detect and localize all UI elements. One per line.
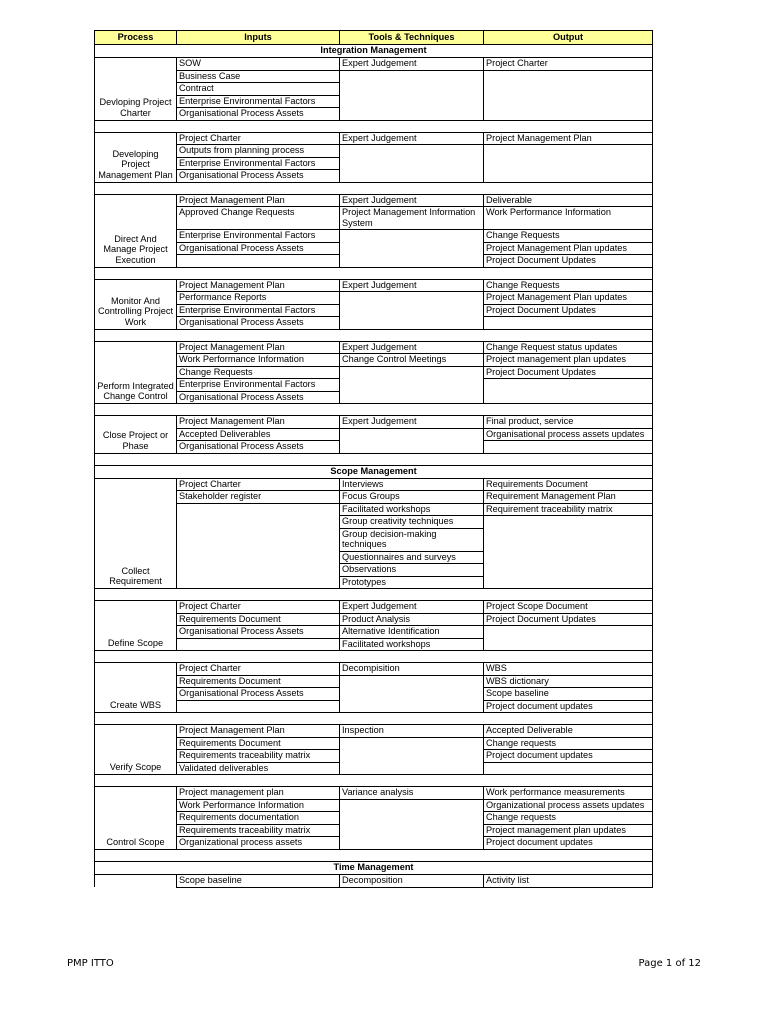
output-cell xyxy=(484,317,653,330)
output-cell xyxy=(484,762,653,775)
table-row xyxy=(95,700,653,713)
table-row xyxy=(95,95,653,108)
input-cell: Requirements Document xyxy=(177,675,340,688)
output-cell xyxy=(484,564,653,577)
table-row xyxy=(95,478,653,491)
input-cell: Enterprise Environmental Factors xyxy=(177,95,340,108)
spacer-cell xyxy=(484,120,653,132)
spacer-cell xyxy=(484,849,653,861)
header-process: Process xyxy=(95,31,177,45)
table-row xyxy=(95,613,653,626)
input-cell: Requirements documentation xyxy=(177,812,340,825)
spacer-cell xyxy=(95,713,177,725)
tool-cell xyxy=(340,317,484,330)
header-inputs: Inputs xyxy=(177,31,340,45)
input-cell: Project Charter xyxy=(177,478,340,491)
process-name-cell xyxy=(95,874,177,887)
tool-cell: Prototypes xyxy=(340,576,484,589)
footer-title: PMP ITTO xyxy=(67,958,114,969)
input-cell: Performance Reports xyxy=(177,292,340,305)
input-cell: Organisational Process Assets xyxy=(177,170,340,183)
tool-cell xyxy=(340,304,484,317)
output-cell xyxy=(484,95,653,108)
input-cell: Organisational Process Assets xyxy=(177,688,340,701)
header-tools-techniques: Tools & Techniques xyxy=(340,31,484,45)
tool-cell: Expert Judgement xyxy=(340,416,484,429)
output-cell xyxy=(484,441,653,454)
output-cell: Project Document Updates xyxy=(484,366,653,379)
input-cell: Scope baseline xyxy=(177,874,340,887)
input-cell: Requirements traceability matrix xyxy=(177,824,340,837)
input-cell: Accepted Deliverables xyxy=(177,428,340,441)
table-row xyxy=(95,242,653,255)
spacer-cell xyxy=(177,182,340,194)
input-cell: Outputs from planning process xyxy=(177,145,340,158)
tool-cell: Group decision-making techniques xyxy=(340,528,484,551)
spacer-cell xyxy=(177,120,340,132)
spacer-cell xyxy=(340,713,484,725)
table-row xyxy=(95,379,653,392)
tool-cell: Inspection xyxy=(340,725,484,738)
tool-cell: Alternative Identification xyxy=(340,626,484,639)
input-cell: Business Case xyxy=(177,70,340,83)
input-cell: Requirements Document xyxy=(177,737,340,750)
spacer-row xyxy=(95,120,653,132)
input-cell: Organisational Process Assets xyxy=(177,108,340,121)
output-cell: Deliverable xyxy=(484,194,653,207)
spacer-cell xyxy=(484,182,653,194)
tool-cell xyxy=(340,700,484,713)
table-row xyxy=(95,108,653,121)
spacer-cell xyxy=(95,589,177,601)
input-cell: Project Charter xyxy=(177,132,340,145)
spacer-cell xyxy=(95,651,177,663)
spacer-row xyxy=(95,182,653,194)
process-name-cell: Devloping Project Charter xyxy=(95,58,177,121)
table-row xyxy=(95,787,653,800)
spacer-cell xyxy=(95,182,177,194)
table-row xyxy=(95,824,653,837)
tool-cell xyxy=(340,379,484,392)
output-cell: Organizational process assets updates xyxy=(484,799,653,812)
tool-cell xyxy=(340,230,484,243)
spacer-cell xyxy=(340,182,484,194)
table-row xyxy=(95,170,653,183)
tool-cell: Expert Judgement xyxy=(340,341,484,354)
output-cell: Accepted Deliverable xyxy=(484,725,653,738)
table-row xyxy=(95,799,653,812)
tool-cell xyxy=(340,737,484,750)
spacer-cell xyxy=(484,775,653,787)
section-title: Scope Management xyxy=(95,465,653,478)
table-row xyxy=(95,750,653,763)
input-cell: Requirements Document xyxy=(177,613,340,626)
tool-cell: Questionnaires and surveys xyxy=(340,551,484,564)
tool-cell: Expert Judgement xyxy=(340,279,484,292)
output-cell xyxy=(484,626,653,639)
output-cell: Project Management Plan updates xyxy=(484,242,653,255)
spacer-cell xyxy=(95,849,177,861)
output-cell: Activity list xyxy=(484,874,653,887)
tool-cell xyxy=(340,292,484,305)
output-cell: Project Charter xyxy=(484,58,653,71)
output-cell: Project Management Plan updates xyxy=(484,292,653,305)
output-cell: Project Management Plan xyxy=(484,132,653,145)
output-cell xyxy=(484,70,653,83)
spacer-cell xyxy=(177,775,340,787)
section-title: Integration Management xyxy=(95,45,653,58)
output-cell: Project document updates xyxy=(484,837,653,850)
input-cell xyxy=(177,576,340,589)
tool-cell xyxy=(340,70,484,83)
spacer-row xyxy=(95,329,653,341)
output-cell xyxy=(484,576,653,589)
spacer-cell xyxy=(340,453,484,465)
table-row xyxy=(95,551,653,564)
input-cell xyxy=(177,528,340,551)
spacer-cell xyxy=(177,589,340,601)
output-cell: WBS dictionary xyxy=(484,675,653,688)
input-cell: Organizational process assets xyxy=(177,837,340,850)
table-row xyxy=(95,441,653,454)
process-name-cell: Close Project or Phase xyxy=(95,416,177,454)
output-cell: Project management plan updates xyxy=(484,824,653,837)
table-row xyxy=(95,491,653,504)
output-cell xyxy=(484,528,653,551)
input-cell: Project Management Plan xyxy=(177,416,340,429)
input-cell: Organisational Process Assets xyxy=(177,626,340,639)
table-row xyxy=(95,366,653,379)
spacer-cell xyxy=(484,404,653,416)
output-cell xyxy=(484,157,653,170)
tool-cell xyxy=(340,428,484,441)
tool-cell xyxy=(340,108,484,121)
spacer-cell xyxy=(484,651,653,663)
output-cell: Change Request status updates xyxy=(484,341,653,354)
table-row xyxy=(95,576,653,589)
input-cell: SOW xyxy=(177,58,340,71)
input-cell: Work Performance Information xyxy=(177,354,340,367)
process-name-cell: Create WBS xyxy=(95,663,177,713)
table-row xyxy=(95,428,653,441)
spacer-cell xyxy=(340,404,484,416)
tool-cell: Expert Judgement xyxy=(340,601,484,614)
table-row xyxy=(95,416,653,429)
tool-cell: Expert Judgement xyxy=(340,194,484,207)
spacer-row xyxy=(95,775,653,787)
output-cell: Change requests xyxy=(484,812,653,825)
input-cell: Organisational Process Assets xyxy=(177,441,340,454)
header-row xyxy=(95,31,653,45)
spacer-row xyxy=(95,404,653,416)
input-cell xyxy=(177,700,340,713)
output-cell: Change Requests xyxy=(484,279,653,292)
output-cell: Project Document Updates xyxy=(484,304,653,317)
process-name-cell: Monitor And Controlling Project Work xyxy=(95,279,177,329)
tool-cell xyxy=(340,255,484,268)
input-cell: Work Performance Information xyxy=(177,799,340,812)
spacer-cell xyxy=(484,329,653,341)
input-cell: Project management plan xyxy=(177,787,340,800)
tool-cell xyxy=(340,799,484,812)
section-row xyxy=(95,465,653,478)
input-cell: Enterprise Environmental Factors xyxy=(177,379,340,392)
table-row xyxy=(95,279,653,292)
tool-cell xyxy=(340,824,484,837)
output-cell xyxy=(484,83,653,96)
output-cell xyxy=(484,391,653,404)
input-cell: Validated deliverables xyxy=(177,762,340,775)
tool-cell: Interviews xyxy=(340,478,484,491)
output-cell xyxy=(484,516,653,529)
table-row xyxy=(95,58,653,71)
tool-cell: Facilitated workshops xyxy=(340,638,484,651)
input-cell: Contract xyxy=(177,83,340,96)
output-cell: WBS xyxy=(484,663,653,676)
footer-page-number: Page 1 of 12 xyxy=(638,958,701,969)
input-cell: Project Management Plan xyxy=(177,194,340,207)
output-cell xyxy=(484,379,653,392)
tool-cell xyxy=(340,812,484,825)
tool-cell xyxy=(340,83,484,96)
input-cell: Project Management Plan xyxy=(177,725,340,738)
process-name-cell: Collect Requirement xyxy=(95,478,177,589)
input-cell: Project Management Plan xyxy=(177,279,340,292)
spacer-cell xyxy=(177,329,340,341)
spacer-cell xyxy=(177,453,340,465)
table-row xyxy=(95,304,653,317)
output-cell: Work performance measurements xyxy=(484,787,653,800)
tool-cell: Product Analysis xyxy=(340,613,484,626)
output-cell: Project Document Updates xyxy=(484,255,653,268)
input-cell: Enterprise Environmental Factors xyxy=(177,304,340,317)
table-row xyxy=(95,292,653,305)
input-cell xyxy=(177,516,340,529)
output-cell: Requirement Management Plan xyxy=(484,491,653,504)
spacer-cell xyxy=(95,329,177,341)
table-row xyxy=(95,70,653,83)
spacer-row xyxy=(95,651,653,663)
tool-cell: Decomposition xyxy=(340,874,484,887)
tool-cell xyxy=(340,675,484,688)
tool-cell xyxy=(340,157,484,170)
input-cell: Project Charter xyxy=(177,663,340,676)
output-cell: Project Document Updates xyxy=(484,613,653,626)
output-cell xyxy=(484,145,653,158)
process-name-cell: Control Scope xyxy=(95,787,177,850)
spacer-row xyxy=(95,589,653,601)
table-row xyxy=(95,255,653,268)
tool-cell xyxy=(340,837,484,850)
spacer-cell xyxy=(340,775,484,787)
spacer-row xyxy=(95,453,653,465)
input-cell xyxy=(177,551,340,564)
tool-cell: Group creativity techniques xyxy=(340,516,484,529)
input-cell: Project Management Plan xyxy=(177,341,340,354)
output-cell: Work Performance Information xyxy=(484,207,653,230)
table-row xyxy=(95,725,653,738)
table-row xyxy=(95,145,653,158)
tool-cell: Change Control Meetings xyxy=(340,354,484,367)
table-row xyxy=(95,626,653,639)
process-name-cell: Verify Scope xyxy=(95,725,177,775)
spacer-row xyxy=(95,713,653,725)
tool-cell: Expert Judgement xyxy=(340,58,484,71)
output-cell: Requirements Document xyxy=(484,478,653,491)
spacer-cell xyxy=(177,849,340,861)
input-cell: Enterprise Environmental Factors xyxy=(177,157,340,170)
spacer-cell xyxy=(95,120,177,132)
section-row xyxy=(95,861,653,874)
tool-cell xyxy=(340,242,484,255)
spacer-cell xyxy=(177,267,340,279)
spacer-cell xyxy=(95,775,177,787)
table-row xyxy=(95,688,653,701)
table-row xyxy=(95,230,653,243)
table-row xyxy=(95,812,653,825)
process-name-cell: Define Scope xyxy=(95,601,177,651)
header-output: Output xyxy=(484,31,653,45)
input-cell xyxy=(177,255,340,268)
table-row xyxy=(95,194,653,207)
output-cell xyxy=(484,108,653,121)
table-row xyxy=(95,874,653,887)
tool-cell xyxy=(340,145,484,158)
spacer-cell xyxy=(177,404,340,416)
input-cell: Change Requests xyxy=(177,366,340,379)
table-row xyxy=(95,564,653,577)
tool-cell: Project Management Information System xyxy=(340,207,484,230)
input-cell xyxy=(177,638,340,651)
spacer-cell xyxy=(484,453,653,465)
spacer-cell xyxy=(177,651,340,663)
tool-cell xyxy=(340,170,484,183)
output-cell xyxy=(484,551,653,564)
input-cell: Project Charter xyxy=(177,601,340,614)
spacer-cell xyxy=(95,404,177,416)
tool-cell xyxy=(340,441,484,454)
spacer-cell xyxy=(177,713,340,725)
output-cell: Organisational process assets updates xyxy=(484,428,653,441)
output-cell: Project Scope Document xyxy=(484,601,653,614)
output-cell xyxy=(484,638,653,651)
input-cell: Requirements traceability matrix xyxy=(177,750,340,763)
table-row xyxy=(95,207,653,230)
table-row xyxy=(95,638,653,651)
section-row xyxy=(95,45,653,58)
table-row xyxy=(95,675,653,688)
tool-cell xyxy=(340,391,484,404)
input-cell: Approved Change Requests xyxy=(177,207,340,230)
spacer-row xyxy=(95,849,653,861)
input-cell: Stakeholder register xyxy=(177,491,340,504)
tool-cell: Observations xyxy=(340,564,484,577)
tool-cell xyxy=(340,750,484,763)
itto-table-body xyxy=(95,31,653,888)
table-row xyxy=(95,341,653,354)
output-cell: Final product, service xyxy=(484,416,653,429)
itto-table xyxy=(94,30,653,888)
table-row xyxy=(95,317,653,330)
input-cell xyxy=(177,503,340,516)
tool-cell xyxy=(340,688,484,701)
table-row xyxy=(95,516,653,529)
output-cell xyxy=(484,170,653,183)
output-cell: Project management plan updates xyxy=(484,354,653,367)
spacer-cell xyxy=(95,453,177,465)
output-cell: Project document updates xyxy=(484,750,653,763)
input-cell: Enterprise Environmental Factors xyxy=(177,230,340,243)
table-row xyxy=(95,503,653,516)
tool-cell: Variance analysis xyxy=(340,787,484,800)
tool-cell: Expert Judgement xyxy=(340,132,484,145)
table-row xyxy=(95,157,653,170)
input-cell xyxy=(177,564,340,577)
tool-cell xyxy=(340,95,484,108)
table-row xyxy=(95,132,653,145)
input-cell: Organisational Process Assets xyxy=(177,242,340,255)
spacer-cell xyxy=(340,329,484,341)
spacer-cell xyxy=(340,849,484,861)
spacer-cell xyxy=(484,589,653,601)
input-cell: Organisational Process Assets xyxy=(177,317,340,330)
table-row xyxy=(95,663,653,676)
spacer-cell xyxy=(340,120,484,132)
spacer-cell xyxy=(484,267,653,279)
spacer-cell xyxy=(340,267,484,279)
process-name-cell: Perform Integrated Change Control xyxy=(95,341,177,404)
table-row xyxy=(95,762,653,775)
table-row xyxy=(95,391,653,404)
process-name-cell: Developing Project Management Plan xyxy=(95,132,177,182)
tool-cell xyxy=(340,762,484,775)
tool-cell: Facilitated workshops xyxy=(340,503,484,516)
spacer-cell xyxy=(484,713,653,725)
tool-cell xyxy=(340,366,484,379)
table-row xyxy=(95,601,653,614)
table-row xyxy=(95,528,653,551)
output-cell: Requirement traceability matrix xyxy=(484,503,653,516)
process-name-cell: Direct And Manage Project Execution xyxy=(95,194,177,267)
table-row xyxy=(95,83,653,96)
spacer-row xyxy=(95,267,653,279)
table-row xyxy=(95,737,653,750)
tool-cell: Decompisition xyxy=(340,663,484,676)
spacer-cell xyxy=(340,651,484,663)
output-cell: Change Requests xyxy=(484,230,653,243)
spacer-cell xyxy=(95,267,177,279)
tool-cell: Focus Groups xyxy=(340,491,484,504)
output-cell: Scope baseline xyxy=(484,688,653,701)
section-title: Time Management xyxy=(95,861,653,874)
input-cell: Organisational Process Assets xyxy=(177,391,340,404)
table-row xyxy=(95,354,653,367)
spacer-cell xyxy=(340,589,484,601)
output-cell: Change requests xyxy=(484,737,653,750)
table-row xyxy=(95,837,653,850)
output-cell: Project document updates xyxy=(484,700,653,713)
